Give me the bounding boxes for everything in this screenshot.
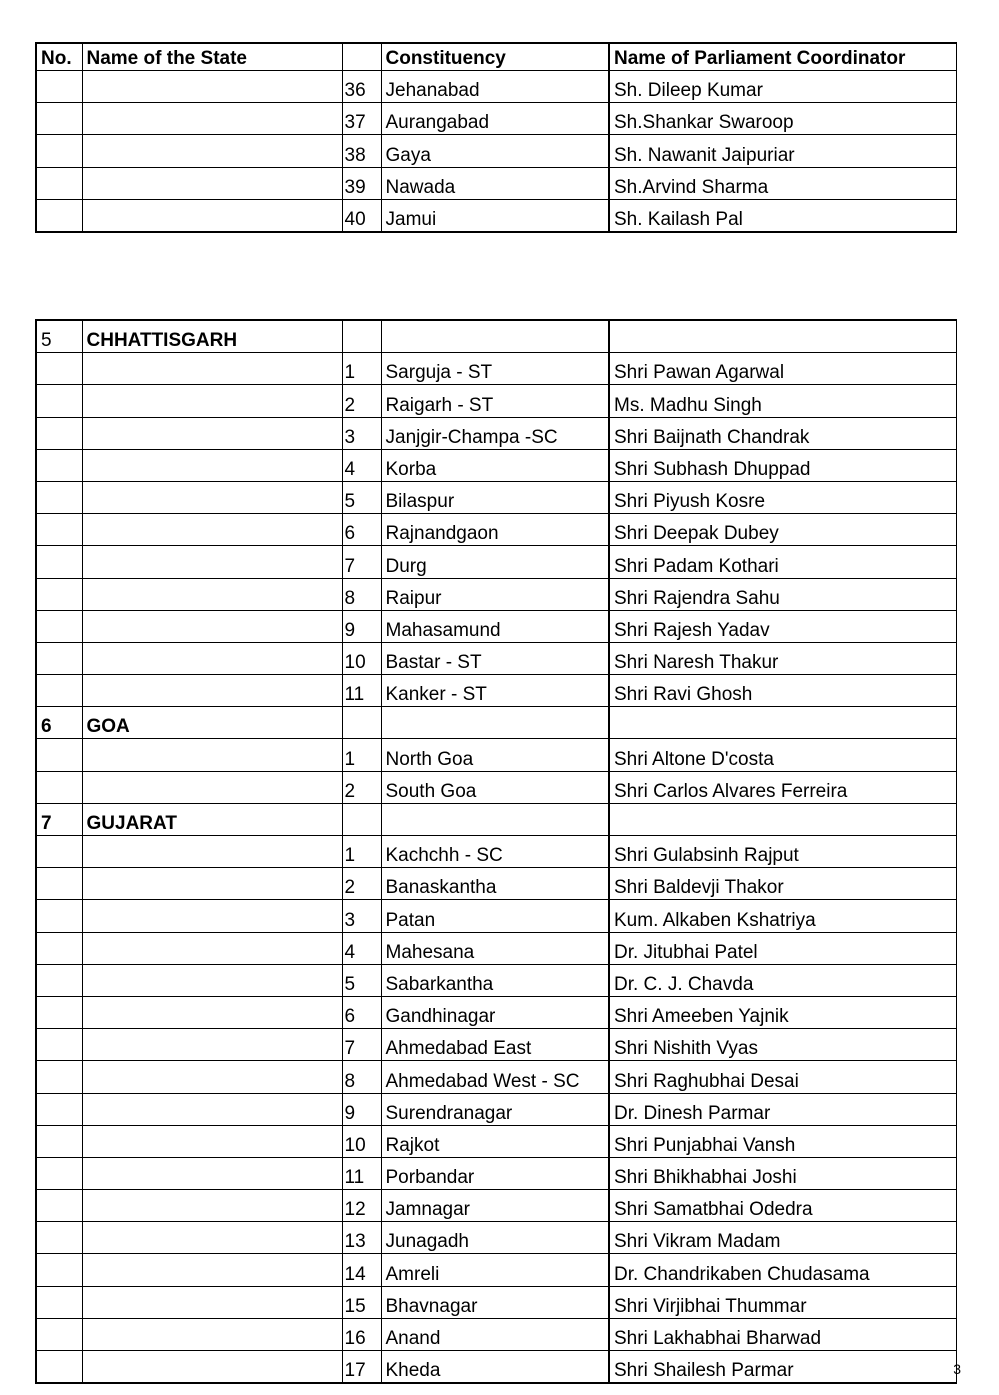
cell-coordinator: Shri Naresh Thakur [609, 642, 957, 674]
table-row [36, 1222, 957, 1254]
table-row [36, 1351, 957, 1384]
cell-num: 39 [342, 167, 381, 199]
cell-num: 8 [342, 578, 381, 610]
cell-coordinator: Sh. Kailash Pal [609, 199, 957, 232]
cell-num [342, 803, 381, 835]
table-row [36, 1318, 957, 1350]
cell-no [36, 1061, 82, 1093]
cell-coordinator: Shri Gulabsinh Rajput [609, 836, 957, 868]
cell-no [36, 868, 82, 900]
cell-constituency: Jehanabad [381, 71, 609, 103]
cell-constituency: Bilaspur [381, 481, 609, 513]
cell-constituency: Durg [381, 546, 609, 578]
cell-coordinator [609, 803, 957, 835]
cell-num: 11 [342, 1157, 381, 1189]
table-row [36, 1190, 957, 1222]
cell-state [82, 353, 342, 385]
cell-constituency: Anand [381, 1318, 609, 1350]
cell-num: 8 [342, 1061, 381, 1093]
cell-state [82, 385, 342, 417]
cell-constituency: Rajnandgaon [381, 514, 609, 546]
cell-coordinator: Sh.Arvind Sharma [609, 167, 957, 199]
cell-coordinator [609, 320, 957, 353]
cell-num: 11 [342, 675, 381, 707]
cell-state [82, 1286, 342, 1318]
cell-num: 3 [342, 900, 381, 932]
cell-num: 4 [342, 932, 381, 964]
cell-num: 9 [342, 610, 381, 642]
header-no: No. [36, 43, 82, 71]
state-number: 5 [36, 320, 82, 353]
cell-coordinator: Shri Lakhabhai Bharwad [609, 1318, 957, 1350]
cell-num: 1 [342, 836, 381, 868]
header-num [342, 43, 381, 71]
cell-no [36, 1029, 82, 1061]
cell-coordinator: Shri Subhash Dhuppad [609, 449, 957, 481]
cell-num: 2 [342, 868, 381, 900]
table-row [36, 514, 957, 546]
table-row [36, 932, 957, 964]
cell-constituency: Rajkot [381, 1125, 609, 1157]
cell-state [82, 1254, 342, 1286]
cell-constituency: Nawada [381, 167, 609, 199]
cell-coordinator: Shri Baldevji Thakor [609, 868, 957, 900]
state-name: GUJARAT [82, 803, 342, 835]
cell-state [82, 1190, 342, 1222]
cell-no [36, 1254, 82, 1286]
cell-constituency [381, 707, 609, 739]
cell-constituency: Surendranagar [381, 1093, 609, 1125]
state-name: CHHATTISGARH [82, 320, 342, 353]
cell-coordinator: Shri Punjabhai Vansh [609, 1125, 957, 1157]
cell-coordinator: Shri Ravi Ghosh [609, 675, 957, 707]
cell-no [36, 900, 82, 932]
cell-no [36, 1157, 82, 1189]
table-row [36, 1029, 957, 1061]
cell-num: 17 [342, 1351, 381, 1384]
cell-state [82, 1125, 342, 1157]
cell-no [36, 932, 82, 964]
cell-no [36, 1190, 82, 1222]
cell-state [82, 836, 342, 868]
cell-no [36, 103, 82, 135]
cell-no [36, 199, 82, 232]
state-row [36, 320, 957, 353]
cell-constituency: Bastar - ST [381, 642, 609, 674]
cell-no [36, 1222, 82, 1254]
cell-no [36, 514, 82, 546]
cell-coordinator: Sh.Shankar Swaroop [609, 103, 957, 135]
table-row [36, 900, 957, 932]
table-row [36, 1125, 957, 1157]
cell-constituency: Janjgir-Champa -SC [381, 417, 609, 449]
cell-state [82, 964, 342, 996]
cell-no [36, 642, 82, 674]
table-row [36, 739, 957, 771]
cell-no [36, 481, 82, 513]
cell-coordinator: Shri Pawan Agarwal [609, 353, 957, 385]
cell-state [82, 417, 342, 449]
table-row [36, 675, 957, 707]
cell-coordinator: Shri Raghubhai Desai [609, 1061, 957, 1093]
cell-constituency: Bhavnagar [381, 1286, 609, 1318]
cell-state [82, 1318, 342, 1350]
cell-coordinator: Shri Rajesh Yadav [609, 610, 957, 642]
cell-state [82, 868, 342, 900]
table-row [36, 385, 957, 417]
cell-num: 37 [342, 103, 381, 135]
state-name: GOA [82, 707, 342, 739]
cell-no [36, 739, 82, 771]
page-number: 3 [953, 1361, 961, 1377]
cell-coordinator: Dr. C. J. Chavda [609, 964, 957, 996]
cell-constituency: Jamnagar [381, 1190, 609, 1222]
cell-state [82, 449, 342, 481]
cell-constituency: Junagadh [381, 1222, 609, 1254]
cell-state [82, 135, 342, 167]
cell-num: 6 [342, 996, 381, 1028]
cell-state [82, 739, 342, 771]
cell-coordinator: Dr. Dinesh Parmar [609, 1093, 957, 1125]
cell-num: 6 [342, 514, 381, 546]
cell-state [82, 481, 342, 513]
table-row [36, 103, 957, 135]
table-row [36, 642, 957, 674]
cell-num: 38 [342, 135, 381, 167]
cell-no [36, 1093, 82, 1125]
cell-constituency: Sarguja - ST [381, 353, 609, 385]
states-table [35, 319, 957, 1384]
cell-coordinator: Shri Samatbhai Odedra [609, 1190, 957, 1222]
table-row [36, 610, 957, 642]
cell-no [36, 1125, 82, 1157]
cell-constituency: Sabarkantha [381, 964, 609, 996]
cell-constituency: Amreli [381, 1254, 609, 1286]
table-header-row [36, 43, 957, 71]
cell-no [36, 417, 82, 449]
cell-num: 2 [342, 771, 381, 803]
table-row [36, 546, 957, 578]
cell-constituency: Mahesana [381, 932, 609, 964]
header-coordinator: Name of Parliament Coordinator [609, 43, 957, 71]
cell-coordinator: Shri Altone D'costa [609, 739, 957, 771]
cell-constituency: Porbandar [381, 1157, 609, 1189]
cell-constituency: Raipur [381, 578, 609, 610]
cell-constituency: Ahmedabad East [381, 1029, 609, 1061]
table-row [36, 1093, 957, 1125]
table-row [36, 135, 957, 167]
cell-coordinator: Shri Bhikhabhai Joshi [609, 1157, 957, 1189]
cell-constituency: Kheda [381, 1351, 609, 1384]
cell-coordinator: Shri Ameeben Yajnik [609, 996, 957, 1028]
cell-state [82, 932, 342, 964]
cell-state [82, 167, 342, 199]
cell-num [342, 320, 381, 353]
cell-constituency: Patan [381, 900, 609, 932]
cell-constituency: Gaya [381, 135, 609, 167]
cell-num: 13 [342, 1222, 381, 1254]
cell-no [36, 135, 82, 167]
cell-coordinator: Kum. Alkaben Kshatriya [609, 900, 957, 932]
cell-constituency: Raigarh - ST [381, 385, 609, 417]
cell-coordinator: Shri Virjibhai Thummar [609, 1286, 957, 1318]
cell-num: 9 [342, 1093, 381, 1125]
cell-num: 40 [342, 199, 381, 232]
table-row [36, 1286, 957, 1318]
cell-no [36, 610, 82, 642]
cell-coordinator: Shri Carlos Alvares Ferreira [609, 771, 957, 803]
bihar-continuation-table [35, 42, 957, 233]
table-row [36, 996, 957, 1028]
cell-num: 12 [342, 1190, 381, 1222]
state-row [36, 707, 957, 739]
cell-state [82, 675, 342, 707]
cell-constituency [381, 803, 609, 835]
cell-coordinator [609, 707, 957, 739]
cell-num: 5 [342, 964, 381, 996]
cell-no [36, 1286, 82, 1318]
cell-num: 4 [342, 449, 381, 481]
cell-num: 15 [342, 1286, 381, 1318]
cell-constituency: Korba [381, 449, 609, 481]
cell-state [82, 1029, 342, 1061]
cell-no [36, 1318, 82, 1350]
cell-constituency: Kachchh - SC [381, 836, 609, 868]
cell-state [82, 546, 342, 578]
cell-no [36, 578, 82, 610]
table-row [36, 771, 957, 803]
cell-state [82, 71, 342, 103]
table-row [36, 481, 957, 513]
cell-state [82, 514, 342, 546]
table-row [36, 578, 957, 610]
cell-num: 10 [342, 1125, 381, 1157]
cell-constituency: North Goa [381, 739, 609, 771]
cell-coordinator: Shri Baijnath Chandrak [609, 417, 957, 449]
cell-state [82, 1351, 342, 1384]
cell-num: 1 [342, 353, 381, 385]
cell-coordinator: Shri Vikram Madam [609, 1222, 957, 1254]
cell-no [36, 836, 82, 868]
cell-num: 7 [342, 1029, 381, 1061]
cell-coordinator: Dr. Chandrikaben Chudasama [609, 1254, 957, 1286]
cell-num: 5 [342, 481, 381, 513]
cell-no [36, 964, 82, 996]
cell-constituency: Ahmedabad West - SC [381, 1061, 609, 1093]
table-row [36, 449, 957, 481]
cell-coordinator: Sh. Nawanit Jaipuriar [609, 135, 957, 167]
cell-num: 1 [342, 739, 381, 771]
header-constituency: Constituency [381, 43, 609, 71]
cell-no [36, 1351, 82, 1384]
cell-state [82, 1061, 342, 1093]
cell-constituency: Gandhinagar [381, 996, 609, 1028]
cell-coordinator: Shri Piyush Kosre [609, 481, 957, 513]
table-row [36, 353, 957, 385]
cell-no [36, 385, 82, 417]
table-row [36, 167, 957, 199]
cell-state [82, 1093, 342, 1125]
header-state: Name of the State [82, 43, 342, 71]
table-row [36, 1061, 957, 1093]
table-row [36, 868, 957, 900]
cell-num: 14 [342, 1254, 381, 1286]
cell-state [82, 103, 342, 135]
cell-no [36, 71, 82, 103]
cell-state [82, 610, 342, 642]
cell-coordinator: Shri Shailesh Parmar [609, 1351, 957, 1384]
cell-state [82, 199, 342, 232]
cell-num: 36 [342, 71, 381, 103]
cell-coordinator: Shri Rajendra Sahu [609, 578, 957, 610]
cell-state [82, 1222, 342, 1254]
cell-no [36, 167, 82, 199]
cell-state [82, 1157, 342, 1189]
cell-constituency [381, 320, 609, 353]
cell-state [82, 578, 342, 610]
cell-coordinator: Ms. Madhu Singh [609, 385, 957, 417]
cell-no [36, 449, 82, 481]
cell-constituency: Aurangabad [381, 103, 609, 135]
table-row [36, 1254, 957, 1286]
cell-coordinator: Shri Deepak Dubey [609, 514, 957, 546]
cell-state [82, 771, 342, 803]
cell-state [82, 900, 342, 932]
cell-num: 2 [342, 385, 381, 417]
cell-num: 7 [342, 546, 381, 578]
cell-coordinator: Dr. Jitubhai Patel [609, 932, 957, 964]
cell-num: 10 [342, 642, 381, 674]
table-row [36, 71, 957, 103]
table-row [36, 417, 957, 449]
cell-no [36, 353, 82, 385]
table-row [36, 199, 957, 232]
cell-coordinator: Sh. Dileep Kumar [609, 71, 957, 103]
cell-coordinator: Shri Nishith Vyas [609, 1029, 957, 1061]
state-number: 6 [36, 707, 82, 739]
cell-constituency: Banaskantha [381, 868, 609, 900]
cell-no [36, 771, 82, 803]
table-row [36, 964, 957, 996]
cell-constituency: Kanker - ST [381, 675, 609, 707]
cell-num: 3 [342, 417, 381, 449]
cell-state [82, 642, 342, 674]
cell-state [82, 996, 342, 1028]
cell-no [36, 675, 82, 707]
cell-no [36, 546, 82, 578]
cell-constituency: Jamui [381, 199, 609, 232]
cell-constituency: South Goa [381, 771, 609, 803]
cell-coordinator: Shri Padam Kothari [609, 546, 957, 578]
cell-no [36, 996, 82, 1028]
state-row [36, 803, 957, 835]
table-row [36, 1157, 957, 1189]
state-number: 7 [36, 803, 82, 835]
cell-num: 16 [342, 1318, 381, 1350]
cell-num [342, 707, 381, 739]
cell-constituency: Mahasamund [381, 610, 609, 642]
table-row [36, 836, 957, 868]
